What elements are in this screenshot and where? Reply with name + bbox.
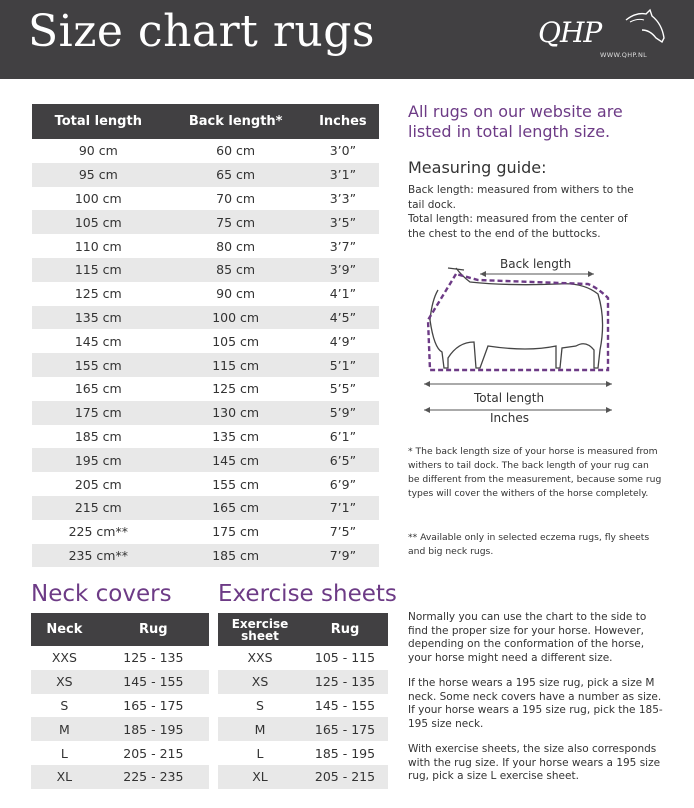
back-length-cell: 130 cm	[165, 401, 307, 425]
back-length-cell: 185 cm	[165, 544, 307, 568]
total-length-cell: 145 cm	[74, 333, 122, 349]
page-title: Size chart rugs	[28, 6, 375, 57]
neck-size-cell: XS	[31, 670, 98, 694]
col-neck: Neck	[31, 613, 98, 646]
inches-cell: 3’1”	[307, 163, 379, 187]
total-length-cell: 225 cm**	[68, 524, 128, 540]
rug-range-cell: 165 - 175	[302, 717, 388, 741]
inches-cell: 5’5”	[329, 381, 357, 397]
inches-cell: 4’9”	[329, 333, 357, 349]
back-length-cell: 65 cm	[165, 163, 307, 187]
table-header-row	[32, 104, 379, 139]
rug-range-cell: 225 - 235	[98, 765, 209, 789]
back-length-cell: 85 cm	[165, 258, 307, 282]
diagram-inches-label: Inches	[490, 411, 529, 425]
col-rug: Rug	[302, 613, 388, 646]
inches-cell: 6’9”	[329, 476, 357, 492]
total-length-cell: 185 cm	[74, 428, 122, 444]
inches-cell: 3’3”	[329, 190, 357, 206]
exercise-sheets-title: Exercise sheets	[218, 581, 397, 607]
total-length-cell: 205 cm	[74, 476, 122, 492]
inches-cell: 5’9”	[307, 401, 379, 425]
table-row	[218, 741, 388, 765]
exercise-size-cell: L	[256, 745, 264, 761]
neck-size-cell: XXS	[51, 650, 77, 666]
table-row	[32, 425, 379, 449]
total-length-cell: 195 cm	[32, 448, 165, 472]
table-header-row	[31, 613, 209, 646]
rug-range-cell: 125 - 135	[302, 670, 388, 694]
horse-measuring-diagram	[408, 250, 638, 430]
table-row	[32, 544, 379, 568]
table-row	[32, 472, 379, 496]
inches-cell: 3’9”	[307, 258, 379, 282]
table-row	[32, 377, 379, 401]
exercise-size-cell: XS	[218, 670, 302, 694]
rug-outline	[428, 274, 608, 370]
total-length-cell: 155 cm	[32, 353, 165, 377]
rug-range-cell: 145 - 155	[98, 670, 209, 694]
rug-size-table	[32, 104, 379, 567]
col-exercise-sheet: Exercise sheet	[218, 613, 302, 646]
back-length-cell: 165 cm	[165, 496, 307, 520]
table-row	[32, 163, 379, 187]
inches-cell: 4’1”	[329, 286, 357, 302]
total-length-cell: 90 cm	[78, 143, 118, 159]
guide-total-length: Total length: measured from the center of the chest to the end of the buttocks.	[408, 213, 628, 240]
exercise-sheets-table	[218, 613, 388, 789]
back-length-cell: 75 cm	[165, 210, 307, 234]
table-header-row	[218, 613, 388, 646]
exercise-size-cell: M	[218, 717, 302, 741]
total-length-cell: 115 cm	[32, 258, 165, 282]
table-row	[218, 717, 388, 741]
table-row	[218, 646, 388, 670]
back-length-cell: 175 cm	[212, 524, 260, 540]
table-row	[32, 258, 379, 282]
table-row	[31, 765, 209, 789]
measuring-guide-title: Measuring guide:	[408, 158, 547, 177]
inches-cell: 5’1”	[307, 353, 379, 377]
table-row	[32, 448, 379, 472]
neck-covers-table	[31, 613, 209, 789]
back-length-cell: 115 cm	[165, 353, 307, 377]
col-total-length: Total length	[32, 104, 165, 139]
table-row	[31, 646, 209, 670]
neck-size-cell: L	[60, 745, 68, 761]
inches-cell: 7’1”	[307, 496, 379, 520]
back-length-cell: 145 cm	[165, 448, 307, 472]
inches-cell: 3’7”	[329, 238, 357, 254]
table-row	[31, 717, 209, 741]
back-length-cell: 105 cm	[212, 333, 260, 349]
back-length-cell: 135 cm	[212, 428, 260, 444]
col-back-length: Back length*	[165, 104, 307, 139]
neck-covers-title: Neck covers	[31, 581, 172, 607]
exercise-size-cell: S	[256, 697, 264, 713]
table-row	[32, 282, 379, 306]
back-length-cell: 70 cm	[216, 190, 256, 206]
back-length-cell: 100 cm	[165, 306, 307, 330]
total-length-cell: 125 cm	[74, 286, 122, 302]
table-row	[32, 329, 379, 353]
rug-range-cell: 145 - 155	[314, 697, 376, 713]
back-length-cell: 80 cm	[216, 238, 256, 254]
exercise-size-cell: XXS	[247, 650, 273, 666]
rug-range-cell: 185 - 195	[314, 745, 376, 761]
table-row	[31, 741, 209, 765]
logo-url: WWW.QHP.NL	[600, 51, 648, 59]
back-length-cell: 60 cm	[216, 143, 256, 159]
rug-range-cell: 185 - 195	[98, 717, 209, 741]
diagram-total-length-label: Total length	[474, 391, 545, 405]
inches-cell: 4’5”	[307, 306, 379, 330]
exercise-size-cell: XL	[218, 765, 302, 789]
usage-paragraph-2: If the horse wears a 195 size rug, pick a size M neck. Some neck covers have a number as size. If your horse wears a 195 size rug, pick the 185-195 size neck.	[408, 677, 663, 730]
rug-range-cell: 205 - 215	[302, 765, 388, 789]
table-row	[32, 353, 379, 377]
table-row	[32, 401, 379, 425]
total-length-cell: 175 cm	[32, 401, 165, 425]
horse-outline	[430, 268, 603, 368]
usage-text	[408, 611, 663, 796]
rug-range-cell: 205 - 215	[123, 745, 184, 761]
col-inches: Inches	[307, 104, 379, 139]
total-length-cell: 235 cm**	[32, 544, 165, 568]
total-length-cell: 165 cm	[74, 381, 122, 397]
back-length-cell: 125 cm	[212, 381, 260, 397]
total-length-cell: 110 cm	[74, 238, 122, 254]
rug-range-cell: 165 - 175	[123, 697, 184, 713]
inches-cell: 6’5”	[307, 448, 379, 472]
table-row	[218, 670, 388, 694]
measuring-guide-text	[408, 183, 648, 241]
total-length-cell: 215 cm	[32, 496, 165, 520]
table-row	[31, 694, 209, 718]
rug-range-cell: 105 - 115	[314, 650, 376, 666]
inches-cell: 3’5”	[307, 210, 379, 234]
table-row	[32, 210, 379, 234]
table-row	[218, 765, 388, 789]
table-row	[32, 496, 379, 520]
usage-paragraph-3: With exercise sheets, the size also corresponds with the rug size. If your horse wears a 195 size rug, pick a size L exercise sheet.	[408, 743, 661, 782]
inches-cell: 6’1”	[329, 428, 357, 444]
total-length-cell: 100 cm	[74, 190, 122, 206]
table-row	[32, 234, 379, 258]
inches-cell: 3’0”	[329, 143, 357, 159]
table-row	[218, 694, 388, 718]
inches-cell: 7’5”	[329, 524, 357, 540]
total-length-cell: 105 cm	[32, 210, 165, 234]
table-row	[32, 520, 379, 544]
table-row	[32, 187, 379, 211]
table-row	[32, 139, 379, 163]
back-length-note: * The back length size of your horse is measured from withers to tail dock. The back length of your rug can be different from the measurement, because some rug types will cover the withers of the horse completely.	[408, 446, 662, 499]
table-row	[32, 306, 379, 330]
inches-cell: 7’9”	[307, 544, 379, 568]
total-length-cell: 95 cm	[32, 163, 165, 187]
usage-paragraph-1: Normally you can use the chart to the side to find the proper size for your horse. However, depending on the conformation of the horse, your horse might need a different size.	[408, 611, 647, 664]
neck-size-cell: M	[31, 717, 98, 741]
col-rug: Rug	[98, 613, 209, 646]
logo-text: QHP	[538, 16, 602, 49]
rug-range-cell: 125 - 135	[123, 650, 184, 666]
diagram-back-length-label: Back length	[500, 257, 572, 271]
lead-text: All rugs on our website are listed in total length size.	[408, 102, 623, 141]
total-length-cell: 135 cm	[32, 306, 165, 330]
neck-size-cell: XL	[31, 765, 98, 789]
back-length-cell: 90 cm	[216, 286, 256, 302]
availability-note: ** Available only in selected eczema rugs, fly sheets and big neck rugs.	[408, 532, 650, 557]
neck-size-cell: S	[60, 697, 69, 713]
guide-back-length: Back length: measured from withers to the tail dock.	[408, 184, 634, 211]
back-length-cell: 155 cm	[212, 476, 260, 492]
table-row	[31, 670, 209, 694]
